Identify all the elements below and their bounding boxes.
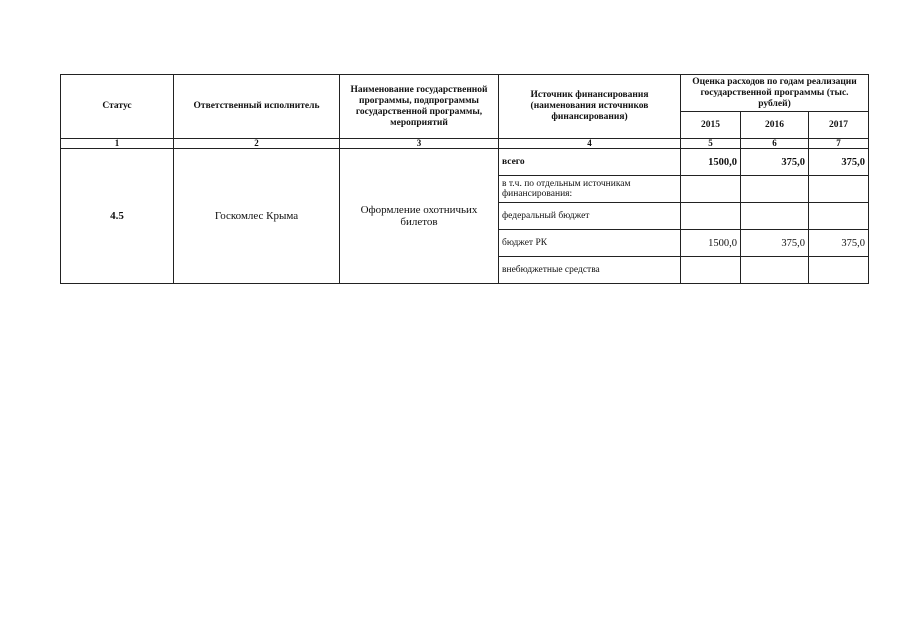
source-total-label: всего <box>499 149 681 176</box>
header-executor: Ответственный исполнитель <box>174 75 340 139</box>
value-cell <box>809 257 869 284</box>
source-label: внебюджетные средства <box>499 257 681 284</box>
value-cell: 375,0 <box>741 149 809 176</box>
column-number: 5 <box>681 139 741 149</box>
row-executor: Госкомлес Крыма <box>174 149 340 284</box>
value-cell <box>681 203 741 230</box>
value-cell <box>741 203 809 230</box>
row-status: 4.5 <box>61 149 174 284</box>
value-cell: 1500,0 <box>681 230 741 257</box>
column-number-row <box>61 139 869 149</box>
value-cell <box>681 257 741 284</box>
column-number: 7 <box>809 139 869 149</box>
value-cell <box>741 257 809 284</box>
header-funding-source: Источник финансирования (наименования источников финансирования) <box>499 75 681 139</box>
value-cell <box>809 203 869 230</box>
source-label: федеральный бюджет <box>499 203 681 230</box>
budget-table <box>60 74 869 284</box>
column-number: 2 <box>174 139 340 149</box>
value-cell <box>681 176 741 203</box>
value-cell <box>809 176 869 203</box>
source-label: в т.ч. по отдельным источникам финансирования: <box>499 176 681 203</box>
value-cell <box>741 176 809 203</box>
header-program-name: Наименование государственной программы, подпрограммы государственной программы, мероприятий <box>340 75 499 139</box>
column-number: 1 <box>61 139 174 149</box>
header-year-2015: 2015 <box>681 112 741 139</box>
row-program-name: Оформление охотничьих билетов <box>340 149 499 284</box>
value-cell: 375,0 <box>809 230 869 257</box>
header-estimate: Оценка расходов по годам реализации государственной программы (тыс. рублей) <box>681 75 869 112</box>
header-year-2016: 2016 <box>741 112 809 139</box>
column-number: 3 <box>340 139 499 149</box>
column-number: 6 <box>741 139 809 149</box>
source-label: бюджет РК <box>499 230 681 257</box>
table-row <box>61 149 869 176</box>
column-number: 4 <box>499 139 681 149</box>
value-cell: 375,0 <box>741 230 809 257</box>
value-cell: 1500,0 <box>681 149 741 176</box>
header-year-2017: 2017 <box>809 112 869 139</box>
header-status: Статус <box>61 75 174 139</box>
value-cell: 375,0 <box>809 149 869 176</box>
